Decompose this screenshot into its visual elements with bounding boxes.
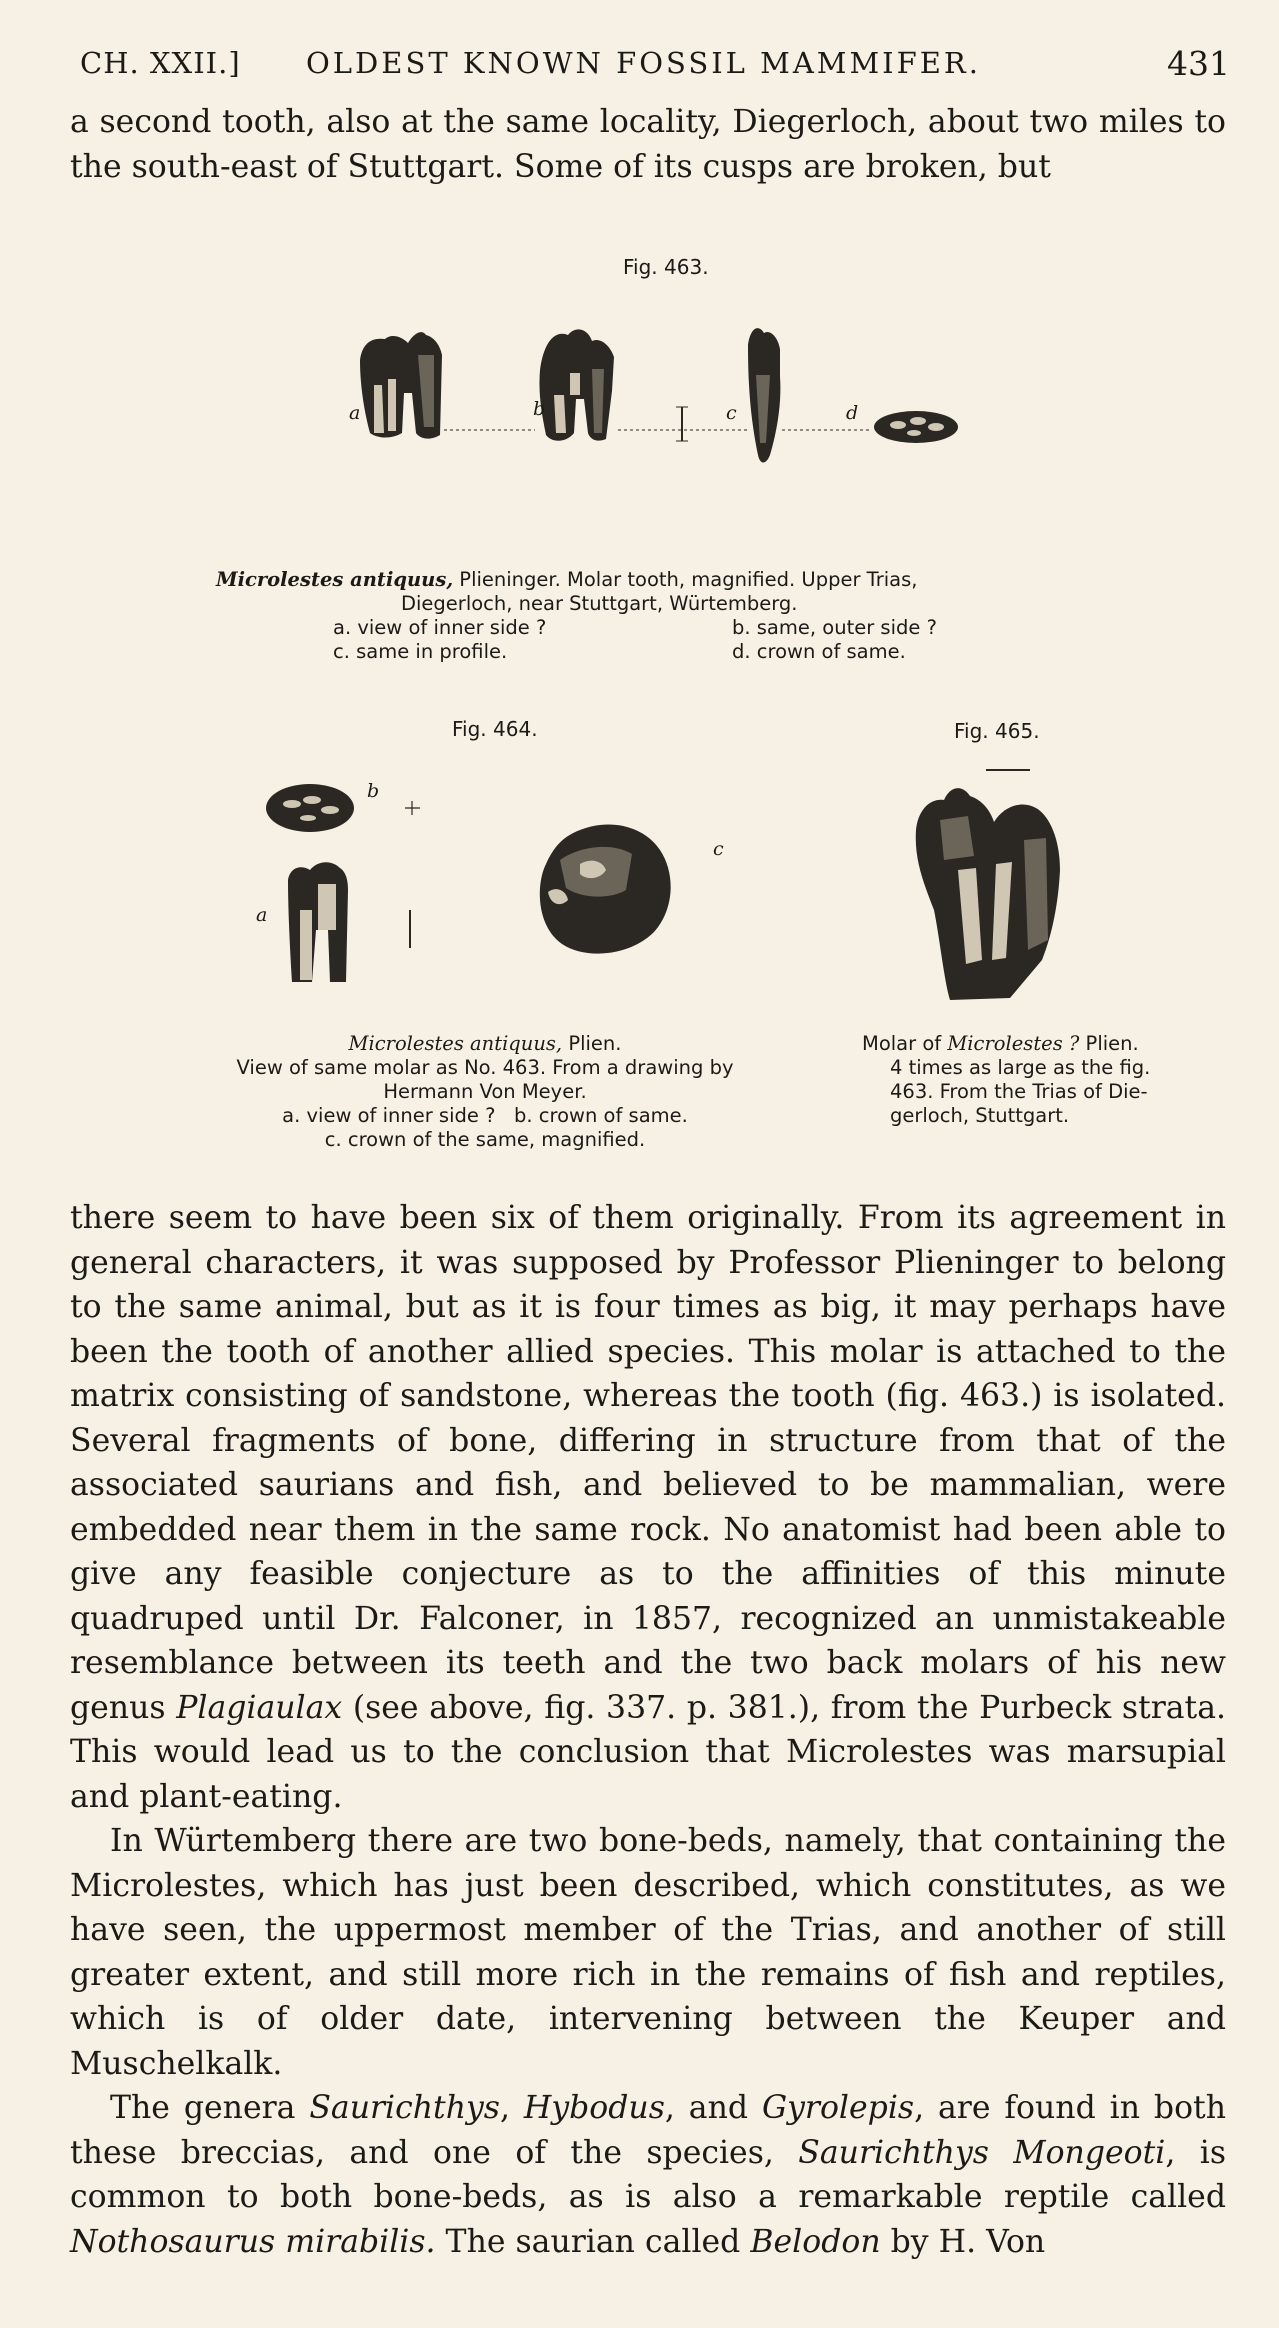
fig-463-caption-line2: Diegerloch, near Stuttgart, Würtemberg. [401,592,798,615]
fig-463-letter-b: b [533,398,546,420]
fig-464-label: Fig. 464. [452,717,538,741]
fig-465-caption-line2: 4 times as large as the fig. [890,1056,1151,1079]
fig-464-illustration [240,760,740,1000]
fig-464-letter-c: c [713,838,724,860]
text-run: The saurian called [435,2223,751,2260]
fig-464-crown-b [266,784,354,832]
text-run: The genera [110,2090,310,2126]
fig-463-letter-d: d [846,402,859,424]
text-run: there seem to have been six of them originally. From its agreement in general characters, it was supposed by Professor Plieninger to belong to the same animal, but as it is four times as big, it may perhaps have been the tooth of another allied species. This molar is attached to the matrix consisting of sandstone, whereas the tooth (fig. 463.) is isolated. Several fragments of bone, differing in structure from that of the associated saurians and fish, and believed to be mammalian, were embedded near them in the same rock. No anatomist had been able to give any feasible conjecture as to the affinities of this minute quadruped until Dr. Falconer, in 1857, recognized an unmistakeable resemblance between its teeth and the two back molars of his new genus [70,1200,1226,1726]
running-title: OLDEST KNOWN FOSSIL MAMMIFER. [306,46,981,80]
text-run: by H. Von [880,2223,1046,2260]
paragraph [70,2086,1226,2264]
fig-463-caption [216,568,1086,664]
paragraph [70,1196,1226,1819]
italic-term: Nothosaurus mirabilis. [70,2223,436,2260]
fig-465-caption-line4: gerloch, Stuttgart. [890,1104,1070,1127]
fig-464-crown-c [540,824,671,953]
fig-463-letter-c: c [726,402,737,424]
italic-term: Belodon [750,2223,881,2260]
running-header [80,38,1230,88]
text-run: , is common to both bone-beds, as is also a remarkable reptile called [70,2134,1227,2215]
italic-term: Saurichthys [309,2090,500,2126]
fig-465-molar [916,788,1060,1000]
text-run: , [499,2090,524,2126]
intro-text: a second tooth, also at the same locality, Diegerloch, about two miles to the south-east of Stuttgart. Some of its cusps are broken, but [70,104,1226,185]
fig-464-caption [160,1032,810,1152]
fig-464-caption-line2: View of same molar as No. 463. From a drawing by [236,1056,734,1079]
italic-term: Saurichthys Mongeoti [798,2134,1166,2171]
page-number: 431 [1167,44,1230,83]
fig-463-caption-row-cd: c. same in profile. d. crown of same. [333,640,906,663]
fig-464-caption-line3: Hermann Von Meyer. [383,1080,587,1103]
fig-465-caption-line1: Molar of Microlestes ? Plien. [862,1032,1139,1055]
main-body-text [70,1196,1226,2264]
fig-463-tooth-b [539,329,614,440]
fig-464-caption-line4: a. view of inner side ? b. crown of same. [282,1104,688,1127]
fig-463-tooth-d [874,411,958,443]
italic-term: Gyrolepis [761,2090,915,2126]
text-run: In Würtemberg there are two bone-beds, namely, that containing the Microlestes, which has just been described, which constitutes, as we have seen, the uppermost member of the Trias, and another of still greater extent, and still more rich in the remains of fish and reptiles, which is of older date, intervening between the Keuper and Muschelkalk. [70,1823,1226,2082]
intro-paragraph [70,100,1226,189]
fig-464-caption-line1: Microlestes antiquus, Plien. [348,1032,622,1055]
italic-term: Hybodus [523,2090,665,2126]
fig-463-caption-row-ab: a. view of inner side ? b. same, outer side ? [333,616,937,639]
fig-465-label: Fig. 465. [954,719,1040,743]
fig-464-letter-a: a [256,904,268,926]
fig-463-label: Fig. 463. [623,255,709,279]
fig-463-tooth-c [748,328,780,462]
fig-463-tooth-a [360,332,442,438]
text-run: (see above, fig. 337. p. 381.), from the Purbeck strata. This would lead us to the conclusion that Microlestes was marsupial and plant-eating. [70,1689,1227,1815]
fig-464-tooth-a [288,862,348,982]
text-run: , and [664,2090,762,2126]
fig-465-illustration [900,760,1120,1010]
fig-465-caption [862,1032,1242,1128]
text-run: , are found in both these breccias, and one of the species, [70,2090,1226,2171]
paragraph [70,1819,1226,2086]
fig-464-caption-line5: c. crown of the same, magnified. [324,1128,646,1151]
fig-463-illustration [330,315,990,515]
fig-463-caption-line1: Microlestes antiquus, Plieninger. Molar tooth, magnified. Upper Trias, [216,568,918,591]
fig-465-caption-line3: 463. From the Trias of Die- [890,1080,1148,1103]
fig-463-letter-a: a [349,402,361,424]
italic-term: Plagiaulax [176,1689,343,1726]
fig-464-letter-b: b [367,780,380,802]
chapter-reference: CH. XXII.] [80,46,241,80]
